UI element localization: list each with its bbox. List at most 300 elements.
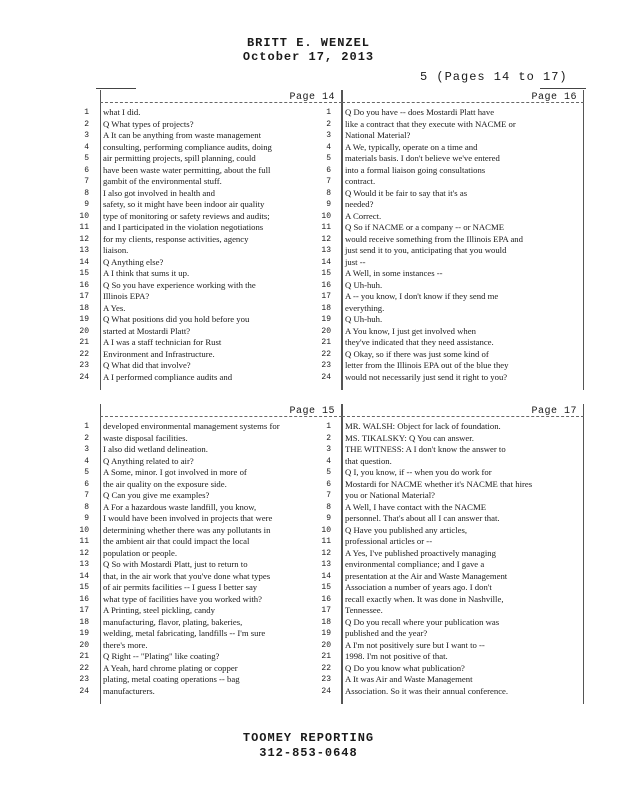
line-text: manufacturers.: [103, 685, 155, 696]
line-number: 14: [79, 571, 89, 581]
line-number: 11: [321, 537, 331, 546]
transcript-line: [313, 490, 579, 502]
line-text: would not necessarily just send it right to you?: [345, 371, 508, 382]
line-number: 10: [79, 525, 89, 535]
transcript-line: [71, 142, 337, 154]
line-text: determining whether there was any pollutants in: [103, 524, 271, 535]
transcript-line: [71, 222, 337, 234]
transcript-line: [71, 234, 337, 246]
line-number: 20: [79, 640, 89, 650]
line-number: 16: [321, 594, 331, 604]
line-text: Q What types of projects?: [103, 118, 194, 129]
transcript-line: [313, 372, 579, 384]
transcript-line: [313, 165, 579, 177]
line-text: A Yes, I've published proactively managing: [345, 547, 496, 558]
line-number: 9: [326, 200, 331, 209]
transcript-line: [71, 107, 337, 119]
transcript-line: [71, 674, 337, 686]
line-text: you or National Material?: [345, 490, 435, 500]
line-number: 9: [84, 200, 89, 209]
line-text: Mostardi for NACME whether it's NACME that hires: [345, 478, 533, 489]
transcript-line: [313, 153, 579, 165]
transcript-line: [71, 444, 337, 456]
transcript-line: [313, 188, 579, 200]
transcript-line: [313, 513, 579, 525]
line-text: A Yes.: [103, 302, 126, 313]
transcript-lines: [71, 107, 337, 383]
line-text: professional articles or --: [345, 536, 433, 546]
transcript-line: [313, 234, 579, 246]
line-text: air permitting projects, spill planning, could: [103, 153, 256, 163]
transcript-line: [313, 674, 579, 686]
transcript-line: [71, 421, 337, 433]
line-text: like a contract that they execute with NACME or: [345, 118, 516, 129]
line-text: consulting, performing compliance audits, doing: [103, 141, 272, 152]
line-number: 1: [84, 422, 89, 431]
line-number: 19: [321, 315, 331, 324]
transcript-lines: [71, 421, 337, 697]
line-text: Q So you have experience working with the: [103, 279, 256, 290]
line-text: A It was Air and Waste Management: [345, 674, 473, 684]
line-text: just send it to you, anticipating that you would: [345, 245, 507, 255]
transcript-line: [71, 433, 337, 445]
line-text: Q Right -- "Plating" like coating?: [103, 651, 220, 661]
line-text: would receive something from the Illinois EPA and: [345, 233, 523, 244]
transcript-line: [71, 176, 337, 188]
line-number: 7: [326, 177, 331, 186]
line-number: 24: [321, 686, 331, 696]
line-text: A For a hazardous waste landfill, you know,: [103, 501, 257, 512]
line-text: Environment and Infrastructure.: [103, 348, 215, 359]
transcript-line: [71, 268, 337, 280]
line-text: plating, metal coating operations -- bag: [103, 674, 240, 684]
transcript-lines: [313, 421, 579, 697]
line-number: 8: [84, 188, 89, 198]
line-text: Q Anything related to air?: [103, 455, 194, 466]
transcript-line: [71, 559, 337, 571]
transcript-line: [313, 456, 579, 468]
transcript-line: [313, 640, 579, 652]
transcript-line: [71, 153, 337, 165]
transcript-line: [313, 199, 579, 211]
transcript-line: [313, 467, 579, 479]
line-text: recall exactly when. It was done in Nashville,: [345, 593, 504, 604]
line-number: 23: [321, 675, 331, 684]
line-number: 16: [79, 594, 89, 604]
transcript-page-14: [79, 90, 342, 390]
transcript-line: [313, 582, 579, 594]
transcript-line: [71, 188, 337, 200]
transcript-line: [71, 165, 337, 177]
line-number: 13: [79, 560, 89, 569]
line-text: manufacturing, flavor, plating, bakeries,: [103, 616, 243, 627]
line-text: developed environmental management systems for: [103, 421, 280, 431]
line-number: 22: [79, 349, 89, 359]
line-text: Q Uh-huh.: [345, 314, 383, 324]
line-number: 21: [321, 338, 331, 347]
line-number: 21: [321, 652, 331, 661]
transcript-line: [71, 571, 337, 583]
transcript-line: [71, 617, 337, 629]
line-number: 4: [84, 142, 89, 152]
transcript-line: [71, 605, 337, 617]
transcript-line: [313, 617, 579, 629]
line-number: 11: [321, 223, 331, 232]
line-text: there's more.: [103, 639, 148, 650]
line-text: environmental compliance; and I gave a: [345, 559, 485, 569]
line-text: 1998. I'm not positive of that.: [345, 651, 448, 661]
line-text: what type of facilities have you worked with?: [103, 593, 262, 604]
line-number: 20: [321, 326, 331, 336]
reporting-firm: TOOMEY REPORTING: [242, 731, 375, 745]
line-number: 19: [79, 315, 89, 324]
line-text: Q I, you know, if -- when you do work for: [345, 467, 492, 477]
page-number-label: Page 14: [289, 92, 335, 103]
transcript-line: [313, 594, 579, 606]
line-number: 3: [84, 445, 89, 454]
line-text: I also got involved in health and: [103, 187, 215, 198]
line-text: Association a number of years ago. I don't: [345, 582, 492, 592]
transcript-line: [313, 119, 579, 131]
line-number: 6: [84, 479, 89, 489]
transcript-line: [71, 211, 337, 223]
transcript-line: [313, 326, 579, 338]
transcript-line: [313, 337, 579, 349]
line-text: Q Do you recall where your publication was: [345, 616, 500, 627]
line-text: Q What did that involve?: [103, 360, 191, 370]
line-number: 24: [79, 372, 89, 382]
transcript-line: [71, 326, 337, 338]
line-number: 18: [79, 617, 89, 627]
transcript-line: [313, 663, 579, 675]
line-number: 12: [79, 548, 89, 558]
transcript-line: [313, 559, 579, 571]
line-number: 15: [321, 583, 331, 592]
line-number: 10: [321, 525, 331, 535]
transcript-line: [313, 502, 579, 514]
line-text: that question.: [345, 455, 392, 466]
line-number: 5: [84, 468, 89, 477]
line-number: 2: [326, 119, 331, 129]
line-text: of air permits facilities -- I guess I better say: [103, 582, 258, 592]
line-number: 2: [326, 433, 331, 443]
line-text: Q What positions did you hold before you: [103, 314, 250, 324]
line-text: A I performed compliance audits and: [103, 371, 233, 382]
line-number: 24: [79, 686, 89, 696]
line-text: materials basis. I don't believe we've entered: [345, 153, 500, 163]
line-number: 14: [321, 571, 331, 581]
transcript-line: [313, 245, 579, 257]
line-number: 23: [79, 361, 89, 370]
line-text: Q Do you know what publication?: [345, 662, 465, 673]
crop-mark-top: [96, 88, 136, 89]
transcript-line: [313, 444, 579, 456]
line-text: gambit of the environmental stuff.: [103, 176, 222, 186]
line-number: 19: [321, 629, 331, 638]
line-number: 6: [326, 479, 331, 489]
line-text: Q Would it be fair to say that it's as: [345, 187, 468, 198]
line-number: 13: [321, 246, 331, 255]
line-text: population or people.: [103, 547, 178, 558]
line-number: 8: [326, 502, 331, 512]
line-text: the ambient air that could impact the local: [103, 536, 250, 546]
line-number: 12: [321, 234, 331, 244]
line-text: and I participated in the violation negotiations: [103, 222, 264, 232]
line-text: personnel. That's about all I can answer that.: [345, 513, 500, 523]
transcript-lines: [313, 107, 579, 383]
line-number: 18: [79, 303, 89, 313]
line-text: A Some, minor. I got involved in more of: [103, 467, 247, 477]
line-number: 7: [84, 491, 89, 500]
page-range-label: 5 (Pages 14 to 17): [420, 70, 568, 84]
transcript-line: [71, 456, 337, 468]
transcript-line: [313, 268, 579, 280]
transcript-line: [313, 433, 579, 445]
transcript-line: [313, 314, 579, 326]
line-number: 4: [326, 142, 331, 152]
line-text: everything.: [345, 302, 385, 313]
line-number: 16: [79, 280, 89, 290]
line-number: 15: [79, 583, 89, 592]
line-number: 5: [326, 468, 331, 477]
line-text: started at Mostardi Platt?: [103, 325, 191, 336]
transcript-line: [313, 257, 579, 269]
line-number: 11: [79, 223, 89, 232]
line-number: 23: [79, 675, 89, 684]
line-number: 22: [321, 349, 331, 359]
transcript-line: [71, 663, 337, 675]
line-number: 5: [84, 154, 89, 163]
line-text: A Well, I have contact with the NACME: [345, 501, 487, 512]
line-number: 23: [321, 361, 331, 370]
line-number: 9: [84, 514, 89, 523]
line-text: Association. So it was their annual conference.: [345, 685, 509, 696]
line-text: needed?: [345, 199, 374, 209]
line-number: 4: [84, 456, 89, 466]
transcript-page-15: [79, 404, 342, 704]
line-text: A I'm not positively sure but I want to --: [345, 639, 485, 650]
transcript-line: [71, 372, 337, 384]
transcript-line: [313, 211, 579, 223]
transcript-line: [71, 513, 337, 525]
line-number: 17: [79, 292, 89, 301]
transcript-line: [71, 490, 337, 502]
reporting-phone: 312-853-0648: [259, 746, 358, 760]
line-text: Q Anything else?: [103, 256, 164, 267]
line-text: Q Can you give me examples?: [103, 490, 210, 500]
transcript-line: [71, 337, 337, 349]
transcript-line: [313, 628, 579, 640]
transcript-line: [71, 291, 337, 303]
line-text: just --: [345, 256, 366, 267]
line-number: 1: [326, 422, 331, 431]
line-number: 21: [79, 338, 89, 347]
line-number: 15: [79, 269, 89, 278]
transcript-line: [313, 525, 579, 537]
line-text: Q So if NACME or a company -- or NACME: [345, 222, 505, 232]
transcript-line: [71, 686, 337, 698]
transcript-line: [313, 536, 579, 548]
transcript-line: [313, 360, 579, 372]
line-number: 3: [84, 131, 89, 140]
line-text: National Material?: [345, 130, 411, 140]
deposition-date: October 17, 2013: [242, 50, 375, 64]
transcript-line: [313, 686, 579, 698]
line-text: they've indicated that they need assistance.: [345, 337, 494, 347]
transcript-line: [313, 479, 579, 491]
transcript-line: [313, 280, 579, 292]
line-number: 17: [321, 606, 331, 615]
line-text: A -- you know, I don't know if they send me: [345, 291, 499, 301]
line-text: liaison.: [103, 245, 129, 255]
line-number: 12: [321, 548, 331, 558]
line-number: 24: [321, 372, 331, 382]
transcript-line: [71, 349, 337, 361]
transcript-line: [313, 421, 579, 433]
page-number-label: Page 17: [531, 406, 577, 417]
line-number: 6: [84, 165, 89, 175]
line-number: 12: [79, 234, 89, 244]
line-text: type of monitoring or safety reviews and audits;: [103, 210, 270, 221]
line-text: A I think that sums it up.: [103, 268, 190, 278]
line-text: have been waste water permitting, about the full: [103, 164, 271, 175]
line-number: 15: [321, 269, 331, 278]
transcript-line: [313, 222, 579, 234]
transcript-line: [71, 651, 337, 663]
line-number: 2: [84, 119, 89, 129]
page-number-label: Page 16: [531, 92, 577, 103]
line-number: 13: [321, 560, 331, 569]
transcript-line: [313, 130, 579, 142]
line-number: 22: [321, 663, 331, 673]
line-number: 3: [326, 131, 331, 140]
transcript-line: [313, 349, 579, 361]
transcript-line: [71, 130, 337, 142]
transcript-line: [313, 571, 579, 583]
line-number: 7: [84, 177, 89, 186]
witness-name: BRITT E. WENZEL: [246, 36, 371, 50]
transcript-line: [71, 628, 337, 640]
line-text: A You know, I just get involved when: [345, 325, 476, 336]
line-number: 20: [79, 326, 89, 336]
line-number: 4: [326, 456, 331, 466]
line-text: what I did.: [103, 107, 141, 117]
transcript-line: [71, 360, 337, 372]
line-number: 3: [326, 445, 331, 454]
line-text: A Correct.: [345, 210, 382, 221]
line-text: safety, so it might have been indoor air quality: [103, 199, 265, 209]
transcript-line: [71, 314, 337, 326]
line-text: Q Do you have -- does Mostardi Platt have: [345, 107, 495, 117]
transcript-line: [71, 245, 337, 257]
line-text: welding, metal fabricating, landfills -- I'm sure: [103, 628, 266, 638]
line-number: 1: [84, 108, 89, 117]
transcript-line: [71, 640, 337, 652]
line-number: 19: [79, 629, 89, 638]
line-number: 14: [79, 257, 89, 267]
line-text: A Well, in some instances --: [345, 268, 443, 278]
transcript-line: [313, 291, 579, 303]
transcript-line: [71, 199, 337, 211]
transcript-line: [313, 605, 579, 617]
line-text: Q Uh-huh.: [345, 279, 383, 290]
line-number: 18: [321, 617, 331, 627]
line-text: Tennessee.: [345, 605, 383, 615]
line-number: 10: [79, 211, 89, 221]
transcript-line: [313, 651, 579, 663]
transcript-line: [71, 525, 337, 537]
line-text: published and the year?: [345, 628, 428, 638]
line-text: into a formal liaison going consultations: [345, 164, 486, 175]
line-number: 11: [79, 537, 89, 546]
transcript-line: [313, 107, 579, 119]
transcript-line: [71, 280, 337, 292]
line-text: contract.: [345, 176, 376, 186]
line-number: 7: [326, 491, 331, 500]
transcript-line: [71, 594, 337, 606]
line-text: for my clients, response activities, agency: [103, 233, 249, 244]
line-number: 18: [321, 303, 331, 313]
crop-mark-top-right: [540, 88, 586, 89]
line-number: 10: [321, 211, 331, 221]
line-text: waste disposal facilities.: [103, 432, 188, 443]
transcript-line: [71, 536, 337, 548]
line-number: 22: [79, 663, 89, 673]
line-text: letter from the Illinois EPA out of the blue they: [345, 360, 509, 370]
transcript-line: [313, 142, 579, 154]
line-number: 8: [84, 502, 89, 512]
line-number: 16: [321, 280, 331, 290]
transcript-line: [313, 176, 579, 188]
line-number: 21: [79, 652, 89, 661]
line-text: I would have been involved in projects that were: [103, 513, 273, 523]
line-text: Q So with Mostardi Platt, just to return to: [103, 559, 248, 569]
line-text: A I was a staff technician for Rust: [103, 337, 222, 347]
transcript-line: [71, 548, 337, 560]
transcript-line: [313, 548, 579, 560]
transcript-line: [313, 303, 579, 315]
line-text: Illinois EPA?: [103, 291, 150, 301]
line-text: presentation at the Air and Waste Management: [345, 570, 508, 581]
line-number: 9: [326, 514, 331, 523]
line-text: the air quality on the exposure side.: [103, 478, 227, 489]
line-number: 13: [79, 246, 89, 255]
transcript-line: [71, 582, 337, 594]
line-text: Q Okay, so if there was just some kind of: [345, 348, 489, 359]
line-text: A Yeah, hard chrome plating or copper: [103, 662, 238, 673]
line-text: that, in the air work that you've done what types: [103, 570, 271, 581]
line-number: 2: [84, 433, 89, 443]
line-number: 14: [321, 257, 331, 267]
page-number-label: Page 15: [289, 406, 335, 417]
transcript-line: [71, 467, 337, 479]
line-number: 6: [326, 165, 331, 175]
line-text: I also did wetland delineation.: [103, 444, 208, 454]
transcript-page-17: [321, 404, 584, 704]
transcript-line: [71, 502, 337, 514]
line-text: A It can be anything from waste management: [103, 130, 262, 140]
line-number: 17: [321, 292, 331, 301]
line-text: A Printing, steel pickling, candy: [103, 605, 215, 615]
line-number: 20: [321, 640, 331, 650]
line-number: 8: [326, 188, 331, 198]
transcript-line: [71, 479, 337, 491]
line-text: MS. TIKALSKY: Q You can answer.: [345, 432, 474, 443]
transcript-page-16: [321, 90, 584, 390]
line-text: A We, typically, operate on a time and: [345, 141, 478, 152]
line-text: THE WITNESS: A I don't know the answer to: [345, 444, 506, 454]
line-number: 5: [326, 154, 331, 163]
